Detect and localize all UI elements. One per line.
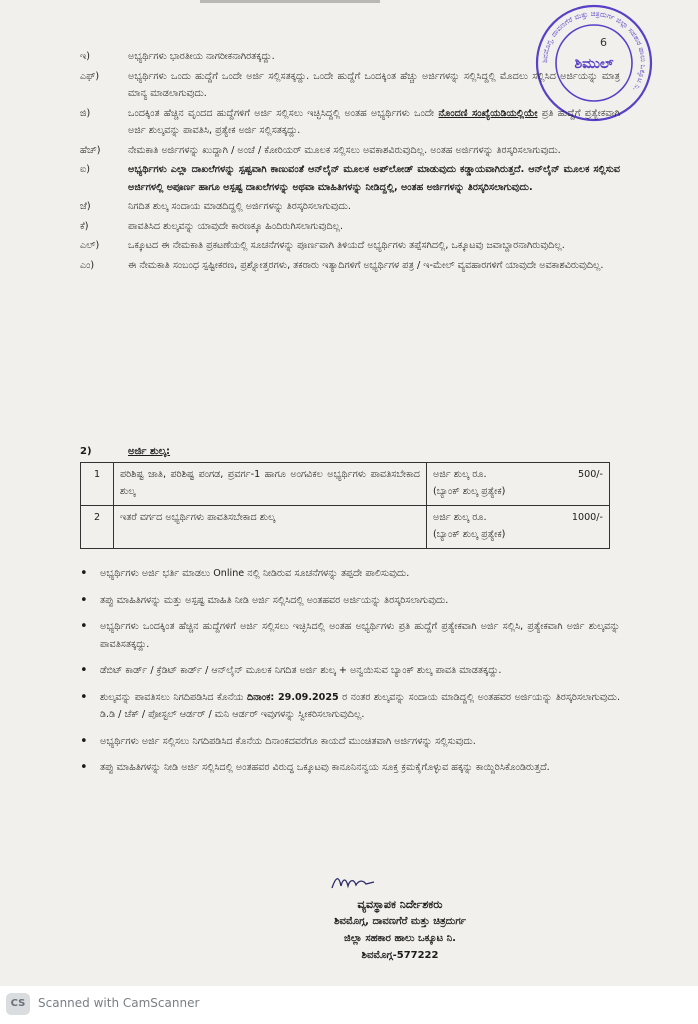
list-item	[80, 592, 620, 610]
table-row	[81, 506, 610, 549]
item-text: ನಿಗದಿತ ಶುಲ್ಕ ಸಂದಾಯ ಮಾಡದಿದ್ದಲ್ಲಿ ಅರ್ಜಿಗಳನ್ನು ತಿರಸ್ಕರಿಸಲಾಗುವುದು.	[128, 201, 351, 212]
stamp-ring-text: ಶಿವಮೊಗ್ಗ, ದಾವಣಗೆರೆ ಮತ್ತು ಚಿತ್ರದುರ್ಗ ಜಿಲ್ಲಾ ಸಹಕಾರ ಹಾಲು ಒಕ್ಕೂಟ ನಿ.	[539, 8, 649, 94]
fee-note: (ಬ್ಯಾಂಕ್ ಶುಲ್ಕ ಪ್ರತ್ಯೇಕ)	[433, 529, 506, 540]
bullet-text: ಅಭ್ಯರ್ಥಿಗಳು ಅರ್ಜಿ ಸಲ್ಲಿಸಲು ನಿಗದಿಪಡಿಸಿದ ಕೊನೆಯ ದಿನಾಂಕದವರೆಗೂ ಕಾಯದೆ ಮುಂಚಿತವಾಗಿ ಅರ್ಜಿಗಳನ್ನು ಸಲ್ಲಿಸುವುದು.	[100, 735, 476, 747]
item-text-post: ಪ್ರತಿ ಹುದ್ದೆಗೆ ಪ್ರತ್ಯೇಕವಾಗಿ ಅರ್ಜಿ ಶುಲ್ಕವನ್ನು ಪಾವತಿಸಿ, ಪ್ರತ್ಯೇಕ ಅರ್ಜಿ ಸಲ್ಲಿಸತಕ್ಕದ್ದು.	[128, 107, 620, 136]
list-item	[80, 218, 620, 236]
bullet-text: ಅಭ್ಯರ್ಥಿಗಳು ಒಂದಕ್ಕಿಂತ ಹೆಚ್ಚಿನ ಹುದ್ದೆಗಳಿಗೆ ಅರ್ಜಿ ಸಲ್ಲಿಸಲು ಇಚ್ಛಿಸಿದಲ್ಲಿ ಅಂತಹ ಅಭ್ಯರ್ಥಿಗಳು ಪ್ರತಿ ಹುದ್ದೆಗೆ ಪ್ರತ್ಯೇಕವಾಗಿ ಅರ್ಜಿ ಸಲ್ಲಿಸಿ, ಪ್ರತ್ಯೇಕವಾಗಿ ಅರ್ಜಿ ಶುಲ್ಕವನ್ನು ಪಾವತಿಸತಕ್ಕದ್ದು.	[100, 621, 620, 650]
bullet-text: ತಪ್ಪು ಮಾಹಿತಿಗಳನ್ನು ಮತ್ತು ಅಸ್ಪಷ್ಟ ಮಾಹಿತಿ ನೀಡಿ ಅರ್ಜಿ ಸಲ್ಲಿಸಿದಲ್ಲಿ ಅಂತಹವರ ಅರ್ಜಿಯನ್ನು ತಿರಸ್ಕರಿಸಲಾಗುವುದು.	[100, 594, 449, 606]
fee-category: ಪರಿಶಿಷ್ಟ ಜಾತಿ, ಪರಿಶಿಷ್ಟ ಪಂಗಡ, ಪ್ರವರ್ಗ-1 ಹಾಗೂ ಅಂಗವಿಕಲ ಅಭ್ಯರ್ಥಿಗಳು ಪಾವತಿಸಬೇಕಾದ ಶುಲ್ಕ	[114, 463, 427, 506]
item-text-emphasis: ನೊಂದಣಿ ಸಂಖ್ಯೆಯಡಿಯಲ್ಲಿಯೇ	[438, 107, 538, 119]
bullet-text-pre: ಶುಲ್ಕವನ್ನು ಪಾವತಿಸಲು ನಿಗದಿಪಡಿಸಿದ ಕೊನೆಯ	[100, 691, 247, 703]
item-text: ನೇಮಕಾತಿ ಅರ್ಜಿಗಳನ್ನು ಖುದ್ದಾಗಿ / ಅಂಚೆ / ಕೋರಿಯರ್ ಮೂಲಕ ಸಲ್ಲಿಸಲು ಅವಕಾಶವಿರುವುದಿಲ್ಲ. ಅಂತಹ ಅರ್ಜಿಗಳನ್ನು ತಿರಸ್ಕರಿಸಲಾಗುವುದು.	[128, 144, 561, 156]
list-item	[80, 237, 620, 255]
item-marker: ಎಂ)	[80, 259, 95, 271]
item-text-pre: ಒಂದಕ್ಕಿಂತ ಹೆಚ್ಚಿನ ವೃಂದದ ಹುದ್ದೆಗಳಿಗೆ ಅರ್ಜಿ ಸಲ್ಲಿಸಲು ಇಚ್ಛಿಸಿದ್ದಲ್ಲಿ ಅಂತಹ ಅಭ್ಯರ್ಥಿಗಳು ಒಂದೇ	[128, 107, 439, 119]
bullet-text: ಅಭ್ಯರ್ಥಿಗಳು ಅರ್ಜಿ ಭರ್ತಿ ಮಾಡಲು Online ನಲ್ಲಿ ನೀಡಿರುವ ಸೂಚನೆಗಳನ್ನು ತಪ್ಪದೇ ಪಾಲಿಸುವುದು.	[100, 568, 410, 579]
item-marker: ಜೆ)	[80, 201, 91, 212]
fee-note: (ಬ್ಯಾಂಕ್ ಶುಲ್ಕ ಪ್ರತ್ಯೇಕ)	[433, 486, 506, 497]
fee-section-heading	[80, 446, 170, 457]
bullet-icon: •	[80, 663, 88, 678]
conditions-list	[80, 48, 620, 276]
bullet-icon: •	[80, 566, 88, 581]
item-marker: ಕೆ)	[80, 220, 89, 232]
fee-amount: 500/-	[577, 469, 603, 480]
fee-category: ಇತರೆ ವರ್ಗದ ಅಭ್ಯರ್ಥಿಗಳು ಪಾವತಿಸಬೇಕಾದ ಶುಲ್ಕ	[114, 506, 427, 549]
signatory-line-3: ಶಿವಮೊಗ್ಗ-577222	[361, 950, 439, 961]
list-item	[80, 759, 620, 777]
bullet-icon: •	[80, 619, 88, 634]
list-item	[80, 689, 620, 724]
bullet-icon: •	[80, 689, 88, 705]
stamp-center-text: ಶಿಮುಲ್	[574, 56, 614, 72]
item-marker: ಎಲ್)	[80, 240, 100, 251]
fee-table	[80, 462, 610, 549]
fee-cell	[427, 463, 610, 506]
item-text: ಅಭ್ಯರ್ಥಿಗಳು ಭಾರತೀಯ ನಾಗರೀಕನಾಗಿರತಕ್ಕದ್ದು.	[128, 51, 275, 62]
section-number: 2)	[80, 446, 92, 457]
bullet-icon: •	[80, 592, 88, 608]
list-item	[80, 48, 620, 66]
item-marker: ಹೆಚ್)	[80, 144, 101, 156]
fee-label: ಅರ್ಜಿ ಶುಲ್ಕ ರೂ.	[433, 512, 487, 523]
page-number: 6	[600, 36, 607, 49]
list-item	[80, 142, 620, 160]
fee-serial: 1	[81, 463, 114, 506]
handwritten-signature	[330, 874, 390, 892]
item-text: ಈ ನೇಮಕಾತಿ ಸಂಬಂಧ ಸ್ಪಷ್ಟೀಕರಣ, ಪ್ರಶ್ನೋತ್ತರಗಳು, ತಕರಾರು ಇತ್ಯಾದಿಗಳಿಗೆ ಅಭ್ಯರ್ಥಿಗಳ ಪತ್ರ / ಇ-ಮೇಲ್ ವ್ಯವಹಾರಗಳಿಗೆ ಯಾವುದೇ ಅವಕಾಶವಿರುವುದಿಲ್ಲ.	[128, 259, 604, 271]
item-marker: ಇ)	[80, 51, 90, 62]
camscanner-logo-icon: CS	[6, 993, 30, 1015]
signatory-title: ವ್ಯವಸ್ಥಾಪಕ ನಿರ್ದೇಶಕರು	[357, 898, 443, 911]
item-text: ಅಭ್ಯರ್ಥಿಗಳು ಒಂದು ಹುದ್ದೆಗೆ ಒಂದೇ ಅರ್ಜಿ ಸಲ್ಲಿಸತಕ್ಕದ್ದು. ಒಂದೇ ಹುದ್ದೆಗೆ ಒಂದಕ್ಕಿಂತ ಹೆಚ್ಚು ಅರ್ಜಿಗಳನ್ನು ಸಲ್ಲಿಸಿದ್ದಲ್ಲಿ ಮೊದಲು ಸಲ್ಲಿಸಿದ ಅರ್ಜಿಯನ್ನು ಮಾತ್ರ ಮಾನ್ಯ ಮಾಡಲಾಗುವುದು.	[128, 70, 620, 99]
table-row	[81, 463, 610, 506]
item-text-bold: ಅಭ್ಯರ್ಥಿಗಳು ಎಲ್ಲಾ ದಾಖಲೆಗಳನ್ನು ಸ್ಪಷ್ಟವಾಗಿ ಕಾಣುವಂತೆ ಆನ್‌ಲೈನ್ ಮೂಲಕ ಅಪ್‌ಲೋಡ್ ಮಾಡುವುದು ಕಡ್ಡಾಯವಾಗಿರುತ್ತದೆ. ಆನ್‌ಲೈನ್ ಮೂಲಕ ಸಲ್ಲಿಸುವ ಅರ್ಜಿಗಳಲ್ಲಿ ಅಪೂರ್ಣ ಹಾಗೂ ಅಸ್ಪಷ್ಟ ದಾಖಲೆಗಳನ್ನು ಅಥವಾ ಮಾಹಿತಿಗಳನ್ನು ನೀಡಿದ್ದಲ್ಲಿ, ಅಂತಹ ಅರ್ಜಿಗಳನ್ನು ತಿರಸ್ಕರಿಸಲಾಗುವುದು.	[128, 164, 620, 193]
list-item	[80, 198, 620, 216]
fee-amount: 1000/-	[571, 512, 603, 523]
signatory-line-2: ಜಿಲ್ಲಾ ಸಹಕಾರ ಹಾಲು ಒಕ್ಕೂಟ ನಿ.	[344, 933, 456, 944]
list-item	[80, 161, 620, 196]
signatory-line-1: ಶಿವಮೊಗ್ಗ, ದಾವಣಗೆರೆ ಮತ್ತು ಚಿತ್ರದುರ್ಗ	[334, 916, 466, 927]
bullet-text-post: ರ ನಂತರ ಶುಲ್ಕವನ್ನು ಸಂದಾಯ ಮಾಡಿದ್ದಲ್ಲಿ ಅಂತಹವರ ಅರ್ಜಿಯನ್ನು ತಿರಸ್ಕರಿಸಲಾಗುವುದು. ಡಿ.ಡಿ / ಚೆಕ್ / ಪೋಸ್ಟಲ್ ಆರ್ಡರ್ / ಮನಿ ಆರ್ಡರ್ ಇವುಗಳನ್ನು ಸ್ವೀಕರಿಸಲಾಗುವುದಿಲ್ಲ.	[100, 691, 620, 720]
item-marker: ಐ)	[80, 164, 90, 175]
scanner-watermark-text: Scanned with CamScanner	[38, 996, 200, 1010]
top-edge-line	[200, 0, 380, 3]
item-text	[128, 105, 620, 140]
list-item	[80, 257, 620, 275]
list-item	[80, 618, 620, 653]
bullet-text	[100, 689, 620, 724]
list-item	[80, 105, 620, 140]
list-item	[80, 733, 620, 751]
bullet-text: ಡೆಬಿಟ್ ಕಾರ್ಡ್ / ಕ್ರೆಡಿಟ್ ಕಾರ್ಡ್ / ಆನ್‌ಲೈನ್ ಮೂಲಕ ನಿಗದಿತ ಅರ್ಜಿ ಶುಲ್ಕ + ಅನ್ವಯಿಸುವ ಬ್ಯಾಂಕ್ ಶುಲ್ಕ ಪಾವತಿ ಮಾಡತಕ್ಕದ್ದು.	[100, 665, 502, 676]
deadline-date: ದಿನಾಂಕ: 29.09.2025	[246, 691, 339, 703]
section-title: ಅರ್ಜಿ ಶುಲ್ಕ:	[128, 446, 171, 457]
item-text: ಪಾವತಿಸಿದ ಶುಲ್ಕವನ್ನು ಯಾವುದೇ ಕಾರಣಕ್ಕೂ ಹಿಂದಿರುಗಿಸಲಾಗುವುದಿಲ್ಲ.	[128, 220, 344, 232]
fee-serial: 2	[81, 506, 114, 549]
item-text: ಒಕ್ಕೂಟದ ಈ ನೇಮಕಾತಿ ಪ್ರಕಟಣೆಯಲ್ಲಿ ಸೂಚನೆಗಳನ್ನು ಪೂರ್ಣವಾಗಿ ತಿಳಿಯದೆ ಅಭ್ಯರ್ಥಿಗಳು ತಪ್ಪೆಸಗಿದಲ್ಲಿ, ಒಕ್ಕೂಟವು ಜವಾಬ್ದಾರನಾಗಿರುವುದಿಲ್ಲ.	[128, 240, 565, 251]
instruction-bullets	[80, 565, 620, 786]
list-item	[80, 662, 620, 680]
bullet-icon: •	[80, 733, 88, 749]
bullet-icon: •	[80, 760, 88, 775]
bullet-text: ತಪ್ಪು ಮಾಹಿತಿಗಳನ್ನು ನೀಡಿ ಅರ್ಜಿ ಸಲ್ಲಿಸಿದಲ್ಲಿ ಅಂತಹವರ ವಿರುದ್ಧ ಒಕ್ಕೂಟವು ಕಾನೂನಿನನ್ವಯ ಸೂಕ್ತ ಕ್ರಮಕೈಗೊಳ್ಳುವ ಹಕ್ಕನ್ನು ಕಾಯ್ದಿರಿಸಿಕೊಂಡಿರುತ್ತದೆ.	[100, 762, 550, 773]
list-item	[80, 565, 620, 583]
fee-cell	[427, 506, 610, 549]
item-marker: ಎಫ್)	[80, 70, 100, 82]
signatory-block	[295, 896, 505, 964]
fee-label: ಅರ್ಜಿ ಶುಲ್ಕ ರೂ.	[433, 469, 487, 480]
item-marker: ಜಿ)	[80, 107, 91, 119]
list-item	[80, 68, 620, 103]
